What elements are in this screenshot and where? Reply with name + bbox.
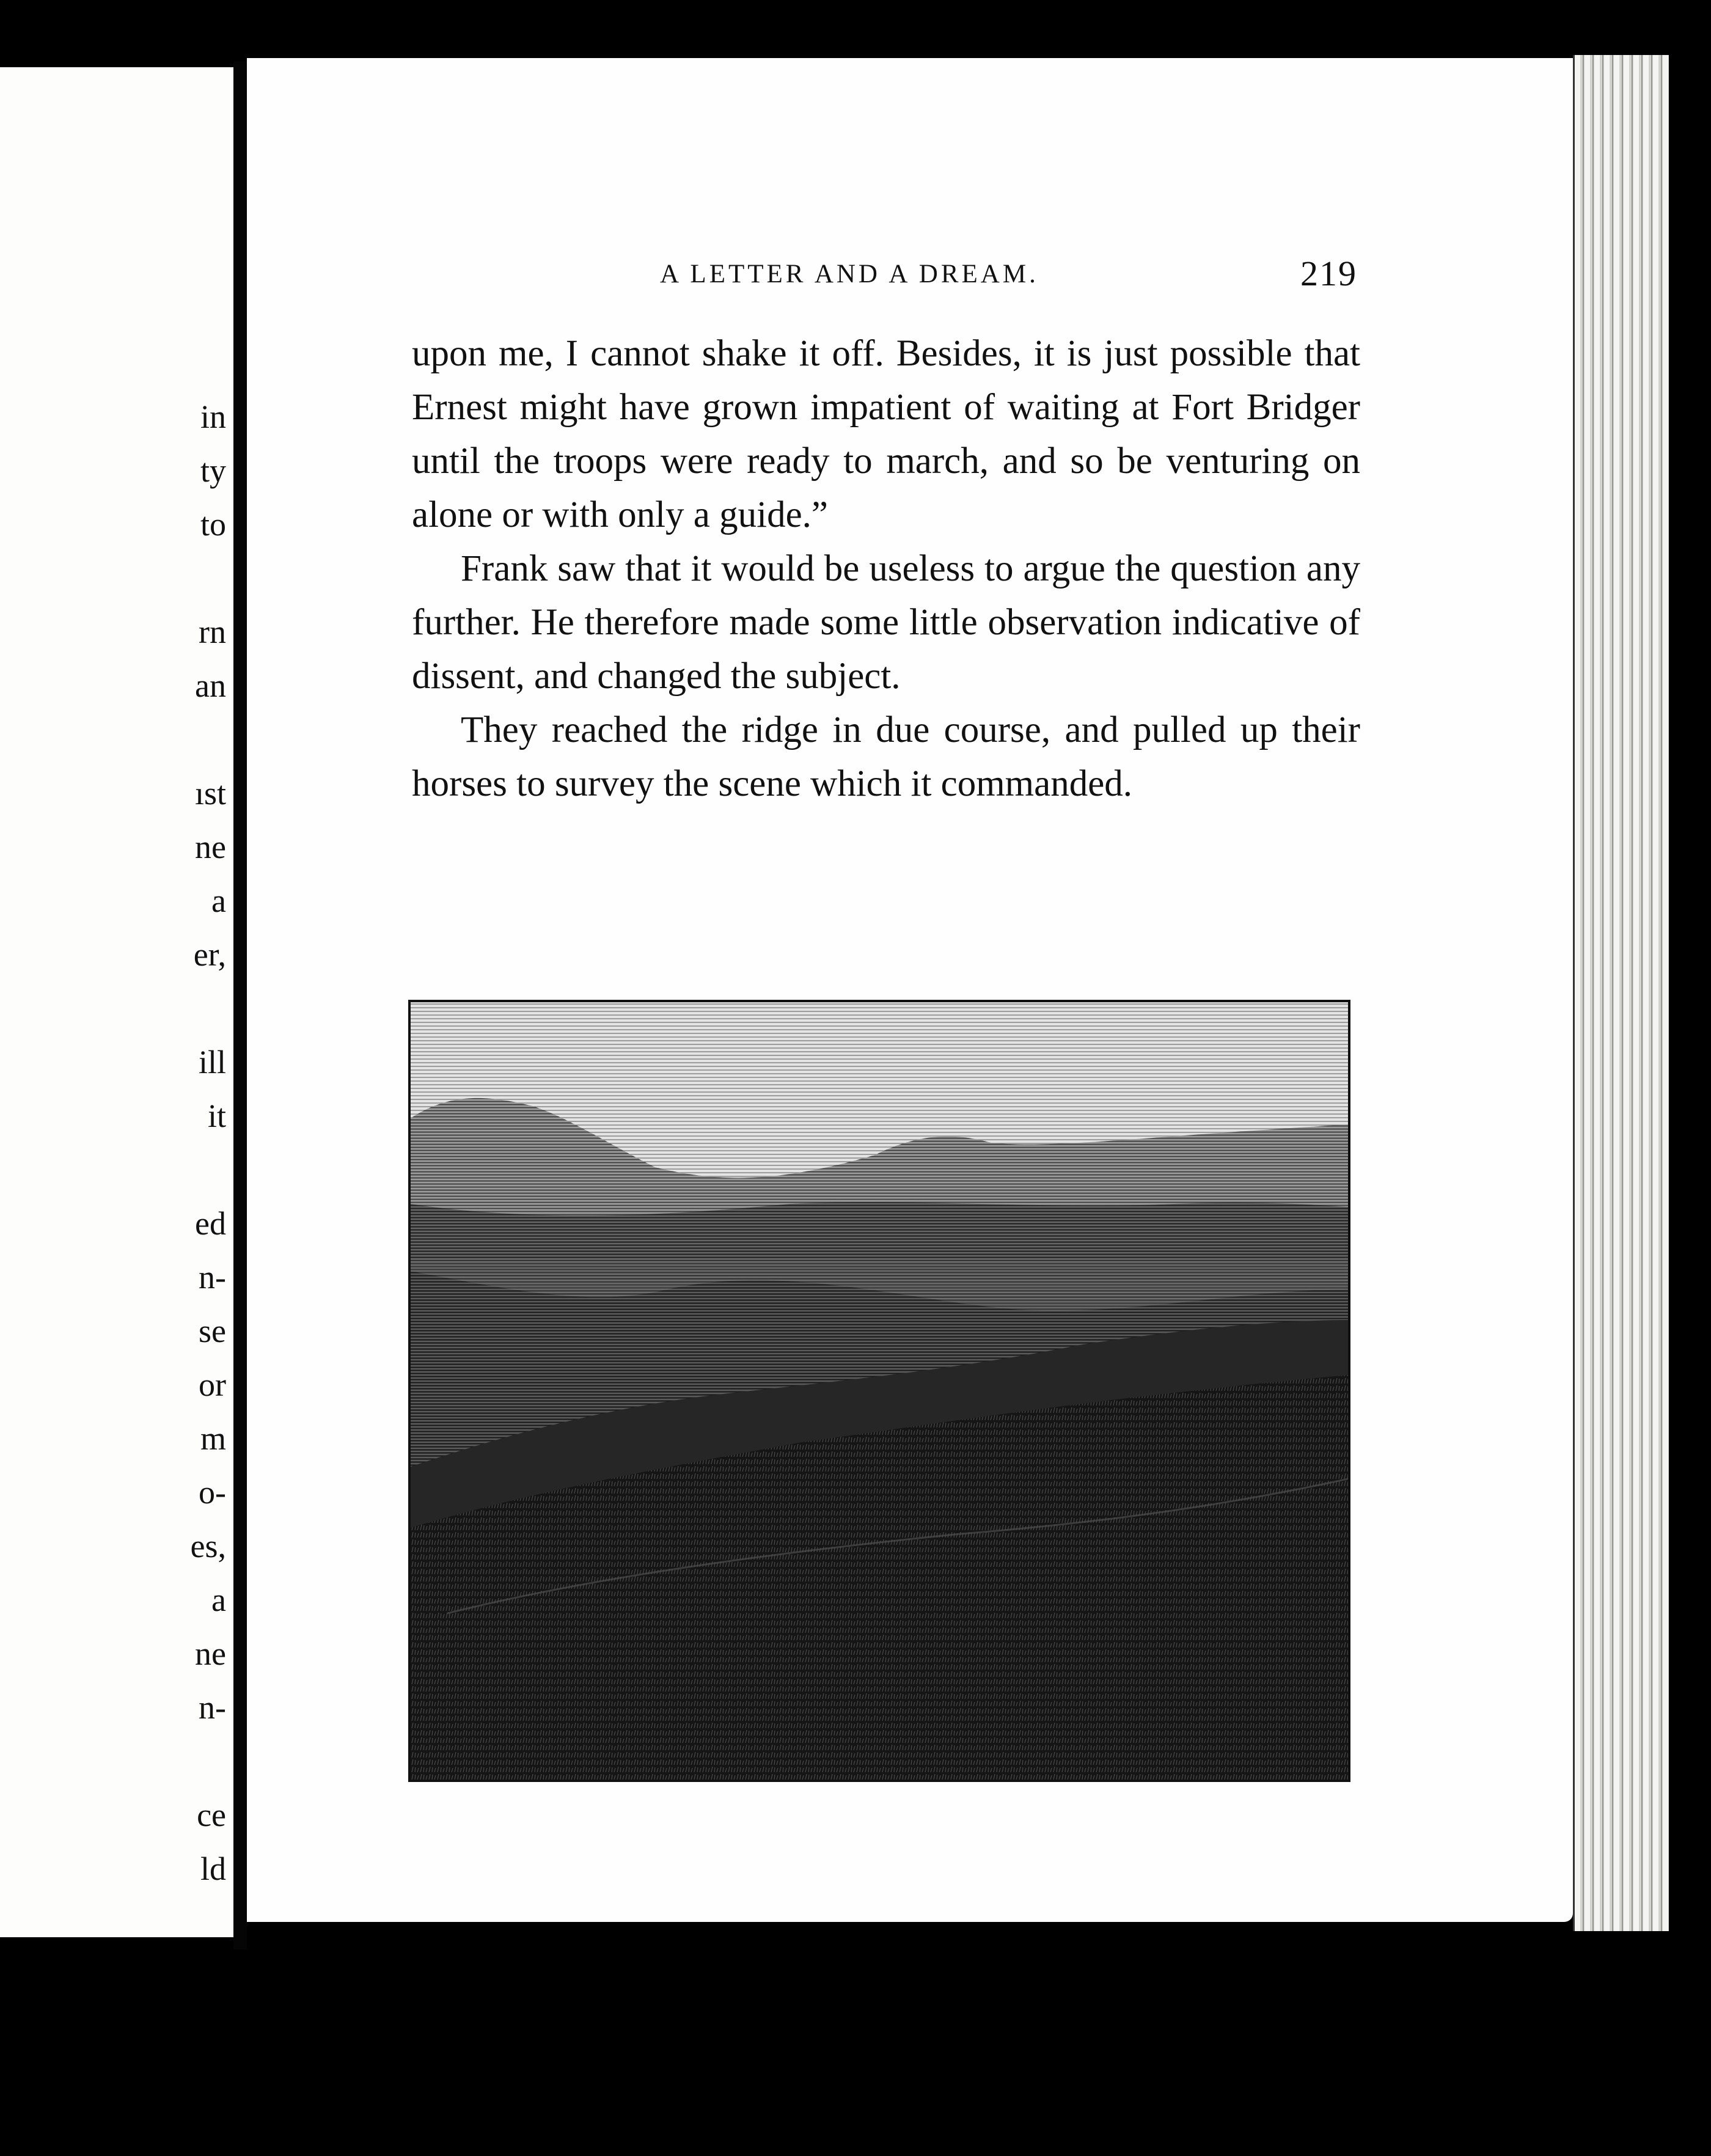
left-page-fragment: ne: [195, 1635, 226, 1672]
page-edges: [1573, 55, 1669, 1931]
left-page-fragment: ne: [195, 829, 226, 865]
page-number: 219: [1300, 254, 1357, 293]
left-page-fragment: an: [195, 667, 226, 704]
left-page-fragment: n-: [199, 1689, 226, 1726]
left-page-fragment: er,: [193, 936, 226, 973]
left-page-fragment: n-: [199, 1259, 226, 1296]
paragraph: Frank saw that it would be useless to argue the question any further. He therefore made some little observation indicative of dissent, and changed the subject.: [412, 548, 1360, 697]
left-page-fragment: es,: [190, 1528, 226, 1564]
left-page-fragment: a: [211, 1582, 226, 1618]
left-page-fragment: o-: [199, 1474, 226, 1511]
left-page-fragment: ce: [197, 1797, 226, 1833]
landscape-illustration: [408, 1000, 1350, 1782]
book-gutter: [233, 61, 247, 1949]
left-page-fragment: it: [207, 1098, 226, 1134]
left-page-fragment: or: [199, 1366, 226, 1403]
left-page-fragment: m: [200, 1420, 226, 1457]
left-page-fragment: ed: [195, 1205, 226, 1242]
left-page: [0, 67, 235, 1937]
left-page-fragment: se: [199, 1313, 226, 1349]
left-page-fragment: to: [200, 506, 226, 543]
left-page-fragment: a: [211, 882, 226, 919]
running-head: A LETTER AND A DREAM.: [660, 260, 1039, 288]
left-page-fragment: ld: [200, 1850, 226, 1887]
left-page-fragment: ty: [200, 452, 226, 489]
landscape-engraving-icon: [411, 1002, 1348, 1780]
paragraph: They reached the ridge in due course, and pulled up their horses to survey the scene which it commanded.: [412, 710, 1360, 804]
left-page-fragment: ıst: [194, 775, 226, 812]
left-page-fragment: ill: [198, 1044, 226, 1080]
left-page-fragment: in: [200, 398, 226, 435]
body-text: [412, 327, 1360, 811]
left-page-fragment: rn: [199, 614, 226, 650]
paragraph: upon me, I cannot shake it off. Besides, it is just possible that Ernest might have grown impatient of waiting at Fort Bridger until the troops were ready to march, and so be venturing on alone or with only a guide.”: [412, 333, 1360, 535]
